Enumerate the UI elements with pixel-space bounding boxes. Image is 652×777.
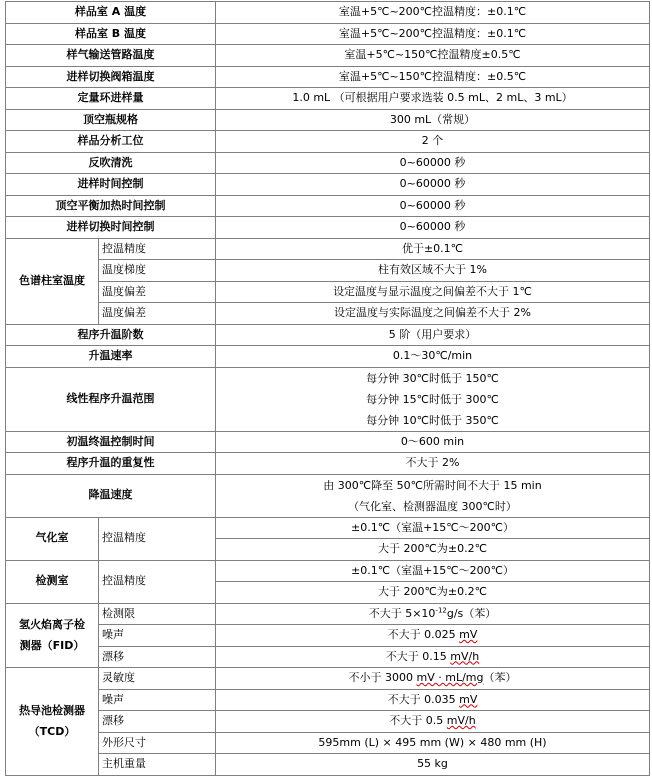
value-text: 不大于 0.5 [389,714,447,727]
sub-label: 控温精度 [99,560,216,603]
row-value: ±0.1℃（室温+15℃～200℃） [216,560,650,582]
value-unit: mV · mL/mg [416,671,484,684]
row-value: 0~60000 秒 [216,174,650,196]
label-line: 氢火焰离子检 [19,618,85,632]
row-value [216,668,650,690]
row-label: 进样切换阀箱温度 [6,66,216,88]
sub-label: 漂移 [99,711,216,733]
multi-line-value [216,474,650,517]
value-unit: mV/h [450,649,480,663]
row-label: 线性程序升温范围 [6,367,216,431]
row-value [216,711,650,733]
value-unit: mV/h [446,714,476,727]
row-value: 柱有效区域不大于 1% [216,260,650,282]
sub-label: 噪声 [99,689,216,711]
table-row [6,303,650,325]
sub-label: 控温精度 [99,238,216,260]
label-line: 测器（FID） [19,639,85,653]
row-value: 大于 200℃为±0.2℃ [216,539,650,561]
row-label: 样品室 A 温度 [6,2,216,24]
sub-label: 温度梯度 [99,260,216,282]
value-text: 不大于 0.15 [385,649,451,663]
table-row [6,732,650,754]
value-line: （气化室、检测器温度 300℃时） [348,499,517,513]
row-value: ±0.1℃（室温+15℃～200℃） [216,517,650,539]
row-label: 进样切换时间控制 [6,217,216,239]
row-value [216,689,650,711]
row-label: 程序升温阶数 [6,324,216,346]
sub-label: 温度偏差 [99,281,216,303]
table-row [6,474,650,517]
table-row [6,517,650,539]
row-label: 样品分析工位 [6,131,216,153]
value-text: 不小于 3000 [348,671,417,684]
table-row [6,711,650,733]
row-value: 0～600 min [216,431,650,453]
row-label: 初温终温控制时间 [6,431,216,453]
row-value [216,603,650,625]
table-row [6,324,650,346]
label-line: 热导池检测器 [19,704,85,718]
row-value: 0.1～30℃/min [216,346,650,368]
table-row [6,603,650,625]
row-value: 室温+5℃~200℃控温精度：±0.1℃ [216,23,650,45]
table-row [6,281,650,303]
group-label-tcd [6,668,99,776]
value-text: g/s（苯） [446,606,497,620]
row-value: 0~60000 秒 [216,217,650,239]
row-label: 顶空瓶规格 [6,109,216,131]
row-value: 0~60000 秒 [216,152,650,174]
row-value: 室温+5℃~150℃控温精度：±0.5℃ [216,66,650,88]
row-value [216,625,650,647]
table-row [6,217,650,239]
row-value: 2 个 [216,131,650,153]
value-exponent: -12 [435,605,447,614]
group-label-column-oven: 色谱柱室温度 [6,238,99,324]
table-row [6,625,650,647]
table-row [6,646,650,668]
table-row [6,174,650,196]
row-label: 定量环进样量 [6,88,216,110]
table-row [6,152,650,174]
table-row [6,668,650,690]
table-row [6,689,650,711]
table-row [6,560,650,582]
sub-label: 控温精度 [99,517,216,560]
table-row [6,66,650,88]
value-line: 每分钟 30℃时低于 150℃ [366,371,499,385]
label-line: （TCD） [28,725,76,739]
table-row [6,195,650,217]
row-value: 设定温度与实际温度之间偏差不大于 2% [216,303,650,325]
row-value: 5 阶（用户要求） [216,324,650,346]
table-row [6,453,650,475]
sub-label: 外形尺寸 [99,732,216,754]
row-label: 降温速度 [6,474,216,517]
row-value: 设定温度与显示温度之间偏差不大于 1℃ [216,281,650,303]
table-row [6,109,650,131]
table-row [6,431,650,453]
row-value: 室温+5℃~200℃控温精度：±0.1℃ [216,2,650,24]
table-row [6,131,650,153]
row-value: 55 kg [216,754,650,776]
row-value [216,646,650,668]
row-value: 大于 200℃为±0.2℃ [216,582,650,604]
value-unit: mV [459,628,478,641]
table-row [6,23,650,45]
row-label: 样品室 B 温度 [6,23,216,45]
table-row [6,238,650,260]
sub-label: 主机重量 [99,754,216,776]
row-value: 1.0 mL （可根据用户要求选装 0.5 mL、2 mL、3 mL） [216,88,650,110]
sub-label: 漂移 [99,646,216,668]
group-label-detector-room: 检测室 [6,560,99,603]
table-row [6,346,650,368]
row-label: 升温速率 [6,346,216,368]
value-unit: mV [459,692,478,706]
row-label: 样气输送管路温度 [6,45,216,67]
group-label-vaporizer: 气化室 [6,517,99,560]
value-text: 不大于 0.025 [387,628,460,641]
row-value: 595mm (L) × 495 mm (W) × 480 mm (H) [216,732,650,754]
spec-table [5,1,650,776]
value-text: 不大于 5×10 [368,606,436,620]
row-label: 程序升温的重复性 [6,453,216,475]
value-text: 不大于 0.035 [387,692,460,706]
sub-label: 检测限 [99,603,216,625]
row-label: 顶空平衡加热时间控制 [6,195,216,217]
row-label: 进样时间控制 [6,174,216,196]
row-value: 300 mL（常规） [216,109,650,131]
row-label: 反吹清洗 [6,152,216,174]
row-value: 不大于 2% [216,453,650,475]
sub-label: 温度偏差 [99,303,216,325]
table-row [6,260,650,282]
multi-line-value [216,367,650,431]
value-line: 每分钟 10℃时低于 350℃ [366,413,499,427]
table-row [6,88,650,110]
group-label-fid [6,603,99,668]
row-value: 室温+5℃~150℃控温精度±0.5℃ [216,45,650,67]
sub-label: 灵敏度 [99,668,216,690]
table-row [6,45,650,67]
table-row [6,367,650,431]
value-line: 由 300℃降至 50℃所需时间不大于 15 min [323,478,542,492]
table-row [6,754,650,776]
value-line: 每分钟 15℃时低于 300℃ [366,392,499,406]
sub-label: 噪声 [99,625,216,647]
row-value: 0~60000 秒 [216,195,650,217]
table-row [6,2,650,24]
value-text: （苯） [483,671,517,684]
row-value: 优于±0.1℃ [216,238,650,260]
